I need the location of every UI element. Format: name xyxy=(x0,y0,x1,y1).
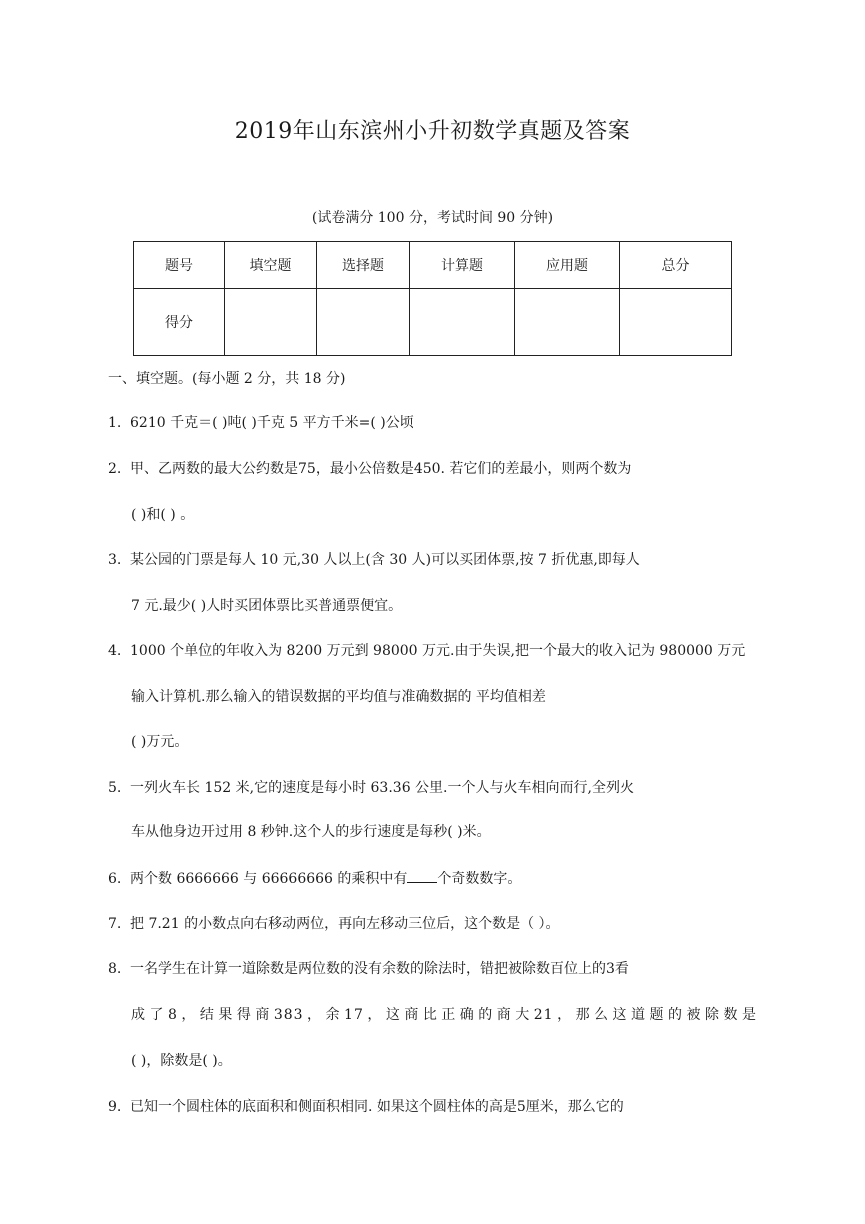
question-text: 6210 千克＝( )吨( )千克 5 平方千米=( )公顷 xyxy=(130,415,414,431)
question-3-line-2: 7 元.最少( )人时买团体票比买普通票便宜。 xyxy=(131,598,403,614)
question-number: 3. xyxy=(108,552,122,568)
question-4-line-2: 输入计算机.那么输入的错误数据的平均值与准确数据的 平均值相差 xyxy=(131,689,546,705)
question-text: 一名学生在计算一道除数是两位数的没有余数的除法时，错把被除数百位上的3看 xyxy=(130,961,629,977)
question-8 xyxy=(108,959,629,979)
exam-info: (试卷满分 100 分，考试时间 90 分钟) xyxy=(311,210,554,226)
question-6 xyxy=(108,869,521,889)
header-cell: 填空题 xyxy=(225,242,317,289)
question-number: 1. xyxy=(108,415,122,431)
section-heading: 一、填空题。(每小题 2 分，共 18 分) xyxy=(108,371,346,387)
row-label: 得分 xyxy=(134,289,225,356)
header-cell: 选择题 xyxy=(317,242,410,289)
question-number: 6. xyxy=(108,871,122,887)
question-number: 8. xyxy=(108,961,122,977)
question-3 xyxy=(108,550,640,570)
header-cell: 应用题 xyxy=(515,242,620,289)
question-number: 9. xyxy=(108,1099,122,1115)
question-4 xyxy=(108,641,745,661)
answer-blank[interactable] xyxy=(407,870,437,883)
score-cell xyxy=(620,289,732,356)
question-number: 7. xyxy=(108,916,122,932)
question-2 xyxy=(108,459,631,479)
question-2-line-2: ( )和( ) 。 xyxy=(131,507,195,523)
question-5 xyxy=(108,778,634,798)
question-text: 两个数 6666666 与 66666666 的乘积中有 xyxy=(130,871,408,887)
question-text: 一列火车长 152 米,它的速度是每小时 63.36 公里.一个人与火车相向而行,全列火 xyxy=(130,780,634,796)
score-table-score-row xyxy=(134,289,732,356)
score-table-header-row xyxy=(134,242,732,289)
score-table xyxy=(133,241,732,356)
question-text: 个奇数数字。 xyxy=(437,871,522,887)
header-cell: 总分 xyxy=(620,242,732,289)
score-cell xyxy=(225,289,317,356)
question-text: 某公园的门票是每人 10 元,30 人以上(含 30 人)可以买团体票,按 7 折优惠,即每人 xyxy=(130,552,640,568)
question-7 xyxy=(108,914,560,934)
question-8-line-3: ( )，除数是( )。 xyxy=(131,1053,232,1069)
score-cell xyxy=(317,289,410,356)
question-8-line-2: 成了8，结果得商383，余17，这商比正确的商大21，那么这道题的被除数是 xyxy=(131,1007,757,1023)
score-cell xyxy=(515,289,620,356)
question-text: 甲、乙两数的最大公约数是75，最小公倍数是450. 若它们的差最小，则两个数为 xyxy=(130,461,632,477)
question-5-line-2: 车从他身边开过用 8 秒钟.这个人的步行速度是每秒( )米。 xyxy=(131,824,491,840)
question-1 xyxy=(108,413,414,433)
page-title: 2019年山东滨州小升初数学真题及答案 xyxy=(234,119,631,144)
header-cell: 计算题 xyxy=(410,242,515,289)
question-number: 4. xyxy=(108,643,122,659)
question-text: 把 7.21 的小数点向右移动两位，再向左移动三位后，这个数是（ ）。 xyxy=(130,916,560,932)
score-cell xyxy=(410,289,515,356)
question-9 xyxy=(108,1097,624,1117)
question-number: 2. xyxy=(108,461,122,477)
header-cell: 题号 xyxy=(134,242,225,289)
question-text: 1000 个单位的年收入为 8200 万元到 98000 万元.由于失误,把一个最大的收入记为 980000 万元 xyxy=(130,643,746,659)
question-text: 已知一个圆柱体的底面积和侧面积相同. 如果这个圆柱体的高是5厘米，那么它的 xyxy=(130,1099,624,1115)
question-4-line-3: ( )万元。 xyxy=(131,734,189,750)
question-number: 5. xyxy=(108,780,122,796)
